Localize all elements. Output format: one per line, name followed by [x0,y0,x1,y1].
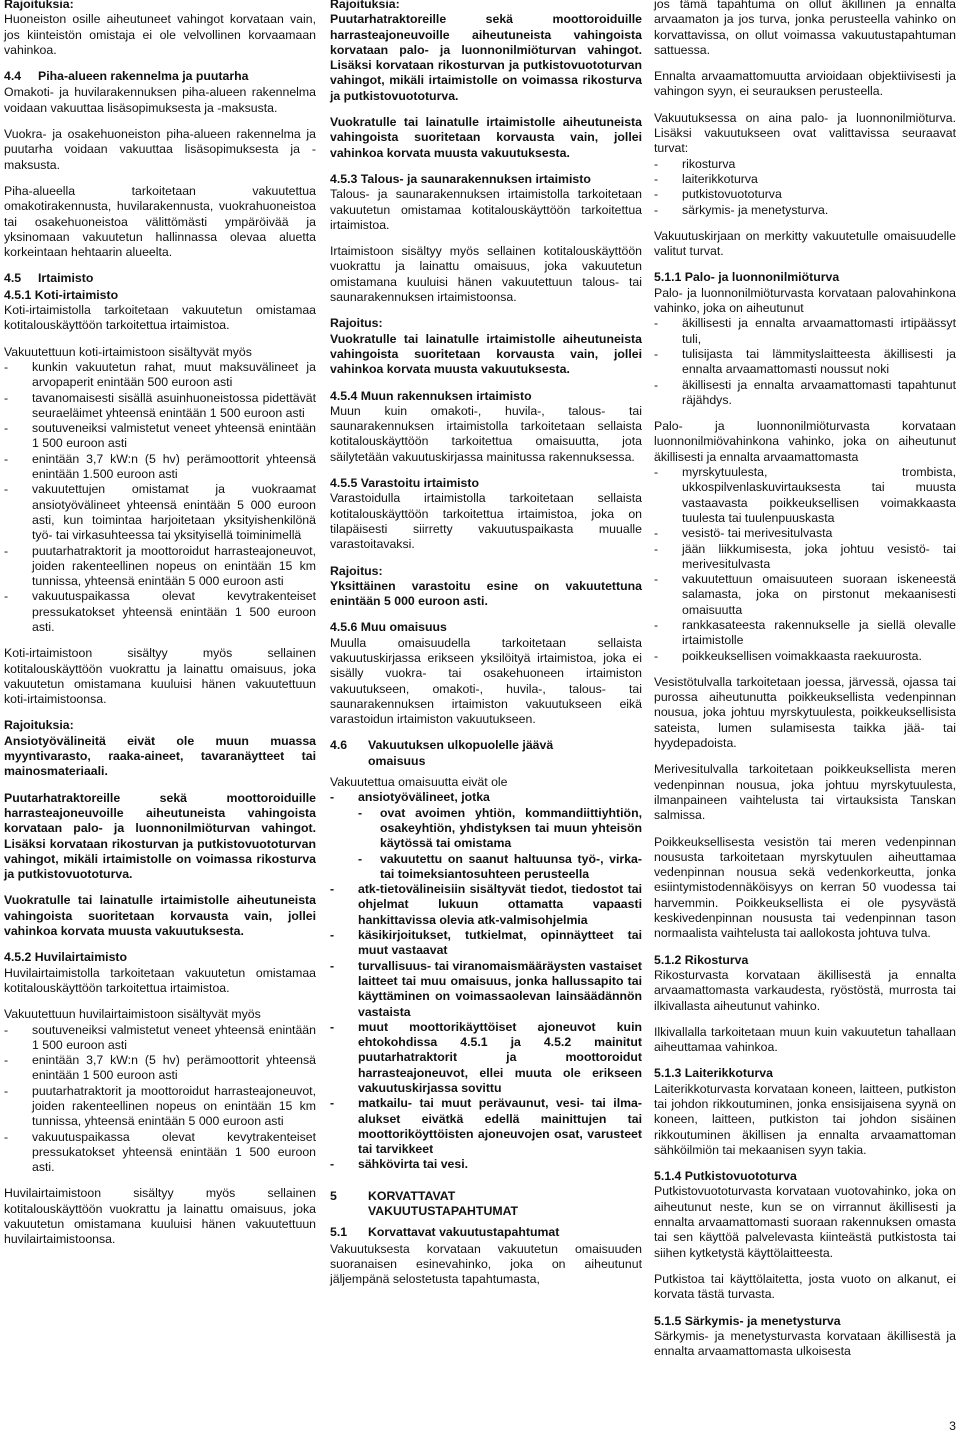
column-right [654,0,956,1370]
dash-list [330,882,642,1173]
list-item: - rankkasateesta rakennukselle ja siellä olevalle irtaimistolle [654,618,956,649]
list-item: - vesistö- tai merivesitulvasta [654,526,956,541]
restriction-text: Huoneiston osille aiheutuneet vahingot korvataan vain, jos kiinteistön omistaja ei ole velvollinen korvaamaan vahinkoa. [4,12,316,57]
list-block [654,419,956,664]
list-intro: Vakuutettuun koti-irtaimistoon sisältyvät myös [4,344,252,359]
restriction-label: Rajoituksia: [4,718,74,733]
list-item: - enintään 3,7 kW:n (5 hv) perämoottorit yhteensä enintään 1.500 euroon asti [4,452,316,483]
section-number: 4.6 [330,738,348,753]
subsection-heading: 5.1.5 Särkymis- ja menetysturva [654,1313,841,1328]
section-number: 4.5 [4,271,22,286]
list-item [330,790,642,805]
subsection-heading: 5.1.2 Rikosturva [654,952,749,967]
list-item: - vakuutettujen omistamat ja vuokraamat ansiotyövälineet yhteensä enintään 5 000 euroon asti, kun toimintaa harjoitetaan yksityishenkilönä työ- tai virkasuhteessa tai yksityisellä toiminimellä [4,482,316,543]
section-title: KORVATTAVAT [368,1188,456,1203]
paragraph: Huvilairtaimistoon sisältyy myös sellainen kotitalouskäyttöön vuokrattu ja lainattu omaisuus, joka vakuutetun omistamana kuuluisi hänen vakuutettuun huvilairtaimistoonsa. [4,1186,316,1247]
list-item: - vakuutettuun omaisuuteen suoraan iskeneestä salamasta, joka on pirstonut mekaanisesti omaisuutta [654,572,956,618]
list-item: - sähkövirta tai vesi. [330,1157,642,1172]
section-title: VAKUUTUSTAPAHTUMAT [368,1204,519,1219]
bold-paragraph: Puutarhatraktoreille sekä moottoroiduille harrasteajoneuvoille aiheutuneista vahingoista korvataan palo- ja luonnonilmiöturvan vahingot. Lisäksi korvataan rikosturvan ja putkistovuototurvan vahingot, mikäli irtaimistolle on voimassa rikosturva ja putkistovuototurva. [330,12,642,103]
paragraph: Merivesitulvalla tarkoitetaan poikkeuksellista meren vedenpinnan nousua, joka johtuu myrskytuulesta, ilmanpaineen vaihtelusta tai virtauksista Tanskan salmissa. [654,762,956,823]
paragraph: Muun kuin omakoti-, huvila-, talous- tai saunarakennuksen irtaimistolla tarkoitetaan sellaista kotitalouskäyttöön tarkoitettua omaisuutta, jota säilytetään vakuutuskirjassa mainitussa rakennuksessa. [330,403,642,464]
subsection-heading: 4.5.4 Muun rakennuksen irtaimisto [330,388,532,403]
list-item: - äkillisesti ja ennalta arvaamattomasti tapahtunut räjähdys. [654,378,956,409]
list-block [4,345,316,636]
list-item: - poikkeuksellisen voimakkaasta raekuurosta. [654,649,956,664]
paragraph: Omakoti- ja huvilarakennuksen piha-alueen rakennelma voidaan vakuuttaa lisäsopimuksesta ja -maksusta. [4,85,316,115]
subsection-heading: 4.5.6 Muu omaisuus [330,620,447,635]
list-item: - äkillisesti ja ennalta arvaamattomasti irtipäässyt tuli, [654,316,956,347]
restriction-text: Yksittäinen varastoitu esine on vakuutettuna enintään 5 000 euroon asti. [330,578,642,609]
paragraph: Ilkivallalla tarkoitetaan muun kuin vakuutetun tahallaan aiheuttamaa vahinkoa. [654,1024,956,1055]
paragraph: Vakuutuksesta korvataan vakuutetun omaisuuden suoranaisen esinevahinko, joka on aiheutunut jäljempänä selostetusta tapahtumasta, [330,1241,642,1287]
restriction-label: Rajoitus: [330,316,383,331]
list-item: - atk-tietovälineisiin sisältyvät tiedot, tiedostot tai ohjelmat lukuun ottamatta vapaasti hankittavissa olevia atk-valmisohjelmia [330,882,642,928]
list-item-text: ansiotyövälineet, jotka [358,790,490,805]
column-middle [330,0,642,1299]
section-heading-5 [330,1189,642,1220]
bold-paragraph: Puutarhatraktoreille sekä moottoroiduille harrasteajoneuvoille aiheutuneista vahingoista korvataan palo- ja luonnonilmiöturvan vahingot. Lisäksi korvataan rikosturvan ja putkistovuototurvan vahingot, mikäli irtaimistolle on voimassa rikosturva ja putkistovuototurva. [4,790,316,882]
paragraph: Irtaimistoon sisältyy myös sellainen kotitalouskäyttöön vuokrattu ja lainattu omaisuus, joka vakuutetun omistamana kuuluisi hänen vakuutettuun talous- tai saunarakennuksen irtaimistoonsa. [330,244,642,305]
column-left [4,0,316,1259]
list-block [654,286,956,408]
list-item: - vakuutuspaikassa olevat kevytrakenteiset pressukatokset yhteensä enintään 1 500 euroon asti. [4,589,316,635]
subsection-heading: 4.5.2 Huvilairtaimisto [4,950,128,965]
dash-list [4,1023,316,1176]
list-block [330,775,642,1173]
paragraph: Varastoidulla irtaimistolla tarkoitetaan sellaista kotitalouskäyttöön tarkoitettua irtaimistoa, joka on tilapäisesti siirretty vakuutuspaikasta muualle varastoitavaksi. [330,491,642,552]
section-title: Piha-alueen rakennelma ja puutarha [38,69,249,84]
paragraph: Vakuutuskirjaan on merkitty vakuutetulle omaisuudelle valitut turvat. [654,228,956,259]
list-intro: Vakuutuksessa on aina palo- ja luonnonilmiöturva. Lisäksi vakuutukseen ovat valittavissa seuraavat turvat: [654,110,956,156]
paragraph: Ennalta arvaamattomuutta arvioidaan objektiivisesti ja vahingon syyn, ei seurauksen perusteella. [654,69,956,99]
list-intro: Palo- ja luonnonilmiöturvasta korvataan palovahinkona vahinko, joka on aiheutunut [654,285,956,316]
list-item: - vakuutuspaikassa olevat kevytrakenteiset pressukatokset yhteensä enintään 1 500 euroon asti. [4,1130,316,1176]
section-title: Korvattavat vakuutustapahtumat [368,1225,560,1240]
paragraph: Vesistötulvalla tarkoitetaan joessa, järvessä, ojassa tai purossa aiheutunutta poikkeuksellista vedenpinnan nousua, joka johtuu myrskytuulesta, poikkeuksellisista sateista, lumen sulamisesta taikka jää- tai hyydepadoista. [654,674,956,751]
subsection-heading: 4.5.3 Talous- ja saunarakennuksen irtaimisto [330,171,591,186]
section-number: 4.4 [4,69,22,84]
subsection-heading: 5.1.1 Palo- ja luonnonilmiöturva [654,270,840,285]
paragraph: Laiterikkoturvasta korvataan koneen, laitteen, putkiston tai johdon rikkoutuminen, jonka ensisijaisena syynä on koneen, laitteen, putkiston tai johdon sisäinen rikkoutuminen äkillisen ja ennalta arvaamattoman sähköilmiön tai mekaanisen syyn takia. [654,1081,956,1157]
paragraph: Särkymis- ja menetysturvasta korvataan äkillisestä ja ennalta arvaamattomasta ulkoisesta [654,1328,956,1359]
list-item: - matkailu- tai muut perävaunut, vesi- tai ilma-alukset eivätkä edellä mainittujen tai moottoriköyttöisten ajoneuvojen osat, varusteet tai tarvikkeet [330,1096,642,1157]
restriction-block [330,564,642,610]
paragraph: jos tämä tapahtuma on ollut äkillinen ja ennalta arvaamaton ja jos turva, jonka perusteella vahinko on korvattavissa, on ollut voimassa vakuutustapahtuman sattuessa. [654,0,956,57]
list-item: - tavanomaisesti sisällä asuinhuoneistossa pidettävät seuraeläimet yhteensä enintään 1 500 euroon asti [4,391,316,422]
section-heading-4-6 [330,738,642,769]
paragraph: Koti-irtaimistoon sisältyy myös sellainen kotitalouskäyttöön vuokrattu ja lainattu omaisuus, joka vakuutetun omistamana kuuluisi hänen vakuutettuun koti-irtaimistoonsa. [4,646,316,707]
paragraph: Talous- ja saunarakennuksen irtaimistolla tarkoitetaan vakuutetun omistamaa kotitalouskäyttöön tarkoitettua irtaimistoa. [330,187,642,232]
dash-list [4,360,316,635]
list-item: - rikosturva [654,157,956,172]
paragraph: Huvilairtaimistolla tarkoitetaan vakuutetun omistamaa kotitalouskäyttöön tarkoitettua irtaimistoa. [4,965,316,995]
list-item: - putkistovuototurva [654,187,956,202]
section-title: Irtaimisto [38,271,94,286]
list-item: - muut moottorikäyttöiset ajoneuvot kuin ehtokohdissa 4.5.1 ja 4.5.2 mainitut puutarhatraktorit ja moottoroidut harrasteajoneuvot, ellei muuta ole erikseen vakuutuskirjassa sovittu [330,1020,642,1096]
dash-sublist [358,806,642,882]
bold-paragraph: Vuokratulle tai lainatulle irtaimistolle aiheutuneista vahingoista suoritetaan korvausta vain, jollei vahinkoa korvata muusta vakuutuksesta. [330,115,642,160]
paragraph: Putkistoa tai käyttölaitetta, josta vuoto on alkanut, ei korvata tästä turvasta. [654,1271,956,1302]
list-item: - käsikirjoitukset, tutkielmat, opinnäytteet tai muut vastaavat [330,928,642,959]
list-intro: Vakuutettuun huvilairtaimistoon sisältyvät myös [4,1007,261,1022]
paragraph: Piha-alueella tarkoitetaan vakuutettua omakotirakennusta, huvilarakennusta, vuokrahuoneistoa tai osakehuoneistoa välittömästi ympäröivää ja yksinomaan vakuutetun hallinnassa olevaa aluetta korkeintaan hehtaarin alueelta. [4,183,316,260]
list-item: - puutarhatraktorit ja moottoroidut harrasteajoneuvot, joiden rakenteellinen nopeus on enintään 15 km tunnissa, yhteensä enintään 5 000 euroon asti [4,544,316,590]
restriction-block [330,0,642,104]
list-item: - ovat avoimen yhtiön, kommandiittiyhtiön, osakeyhtiön, yhdistyksen tai muun yhteisön käytössä tai omistama [358,806,642,852]
list-item: - enintään 3,7 kW:n (5 hv) perämoottorit yhteensä enintään 1 500 euroon asti [4,1053,316,1084]
paragraph: Poikkeuksellisesta vesistön tai meren vedenpinnan noususta tarkoitetaan myrskytuulen aiheuttamaa vedenpinnan nousua sekä vedenkorkeutta, jonka esiintymistodennäköisyys on kerran 50 vuodessa tai harvemmin. Poikkeuksellista ei ole pysyvästä keskivedenpinnan noususta tai vedenpinnan tason normaalista vaihtelusta tai aallokosta johtuva tulva. [654,834,956,941]
list-block [4,1007,316,1175]
list-item: - kunkin vakuutetun rahat, muut maksuvälineet ja arvopaperit enintään 500 euroon asti [4,360,316,391]
list-block [654,111,956,218]
list-item: - särkymis- ja menetysturva. [654,203,956,218]
restriction-block [4,0,316,58]
subsection-heading: 4.5.1 Koti-irtaimisto [4,287,119,302]
dash-list [654,465,956,664]
list-item: - laiterikkoturva [654,172,956,187]
paragraph: Muulla omaisuudella tarkoitetaan sellaista vakuutuskirjassa erikseen yksilöityä irtaimistoa, joka ei sisälly vuokra- tai osakehuoneen irtaimiston vakuutukseen, omakoti-, huvila-, talous- tai saunarakennuksen irtaimiston vakuutukseen eikä varastoidun irtaimiston vakuutukseen. [330,635,642,727]
paragraph: Putkistovuototurvasta korvataan vuotovahinko, joka on aiheutunut neste, kun se on virrannut äkillisesti ja ennalta arvaamattomasti suoraan rakennuksen omasta tai sen käyttöä palvelevasta kiinteästä putkistosta tai siihen kytketystä käyttölaitteesta. [654,1184,956,1260]
bold-paragraph: Vuokratulle tai lainatulle irtaimistolle aiheutuneista vahingoista suoritetaan korvausta vain, jollei vahinkoa korvata muusta vakuutuksesta. [4,893,316,939]
paragraph: Vuokra- ja osakehuoneiston piha-alueen rakennelma ja puutarha voidaan vakuuttaa lisäsopimuksesta ja -maksusta. [4,127,316,172]
restriction-text: Vuokratulle tai lainatulle irtaimistolle aiheutuneista vahingoista suoritetaan korvausta vain, jollei vahinkoa korvata muusta vakuutuksesta. [330,331,642,377]
subsection-heading: 5.1.4 Putkistovuototurva [654,1169,797,1184]
list-item: - myrskytuulesta, trombista, ukkospilvenlaskuvirtauksesta tai muusta vastaavasta poikkeuksellisen voimakkaasta tuulesta tai tuulenpuuskasta [654,465,956,526]
dash-list [654,316,956,408]
subsection-heading: 5.1.3 Laiterikkoturva [654,1066,773,1081]
restriction-text: Ansiotyövälineitä eivät ole muun muassa myyntivarasto, raaka-aineet, tavaranäytteet tai mainosmateriaali. [4,733,316,779]
restriction-label: Rajoituksia: [4,0,74,11]
paragraph: Koti-irtaimistolla tarkoitetaan vakuutetun omistamaa kotitalouskäyttöön tarkoitettua irtaimistoa. [4,303,316,333]
list-item: - jään liikkumisesta, joka johtuu vesistö- tai merivesitulvasta [654,542,956,573]
page-number: 3 [949,1418,956,1433]
list-intro: Vakuutettua omaisuutta eivät ole [330,775,508,790]
restriction-block [4,718,316,779]
list-item: - turvallisuus- tai viranomaismääräysten vastaiset laitteet tai muu omaisuus, jonka hallussapito tai käyttäminen on voimassaolevan lainsäädännön vastaista [330,959,642,1020]
restriction-label: Rajoituksia: [330,0,400,11]
list-item: - soutuveneiksi valmistetut veneet yhteensä enintään 1 500 euroon asti [4,1023,316,1054]
paragraph: Rikosturvasta korvataan äkillisestä ja ennalta arvaamattomasta varkaudesta, ryöstöstä, murrosta tai ilkivallasta aiheutunut vahinko. [654,967,956,1013]
section-heading-5-1 [330,1225,642,1240]
restriction-label: Rajoitus: [330,563,383,578]
dash-list [654,157,956,218]
restriction-block [330,316,642,377]
section-number: 5.1 [330,1225,348,1240]
section-heading-4-5 [4,271,316,286]
list-item: - puutarhatraktorit ja moottoroidut harrasteajoneuvot, joiden rakenteellinen nopeus on enintään 15 km tunnissa, yhteensä enintään 5 000 euroon asti [4,1084,316,1130]
list-intro: Palo- ja luonnonilmiöturvasta korvataan luonnonilmiövahinkona vahinko, joka on aiheutunut äkillisesti ja ennalta arvaamattomasta [654,419,956,464]
dash-list [330,790,642,805]
section-title: Vakuutuksen ulkopuolelle jäävä omaisuus [368,738,554,768]
list-item: - tulisijasta tai lämmityslaitteesta äkillisesti ja ennalta arvaamattomasti noussut noki [654,347,956,378]
section-title-group [368,1189,518,1220]
subsection-heading: 4.5.5 Varastoitu irtaimisto [330,476,479,491]
section-number: 5 [330,1188,337,1203]
list-item: - vakuutettu on saanut haltuunsa työ-, virka- tai toimeksiantosuhteen perusteella [358,852,642,883]
section-heading-4-4 [4,69,316,84]
list-item: - soutuveneiksi valmistetut veneet yhteensä enintään 1 500 euroon asti [4,421,316,452]
